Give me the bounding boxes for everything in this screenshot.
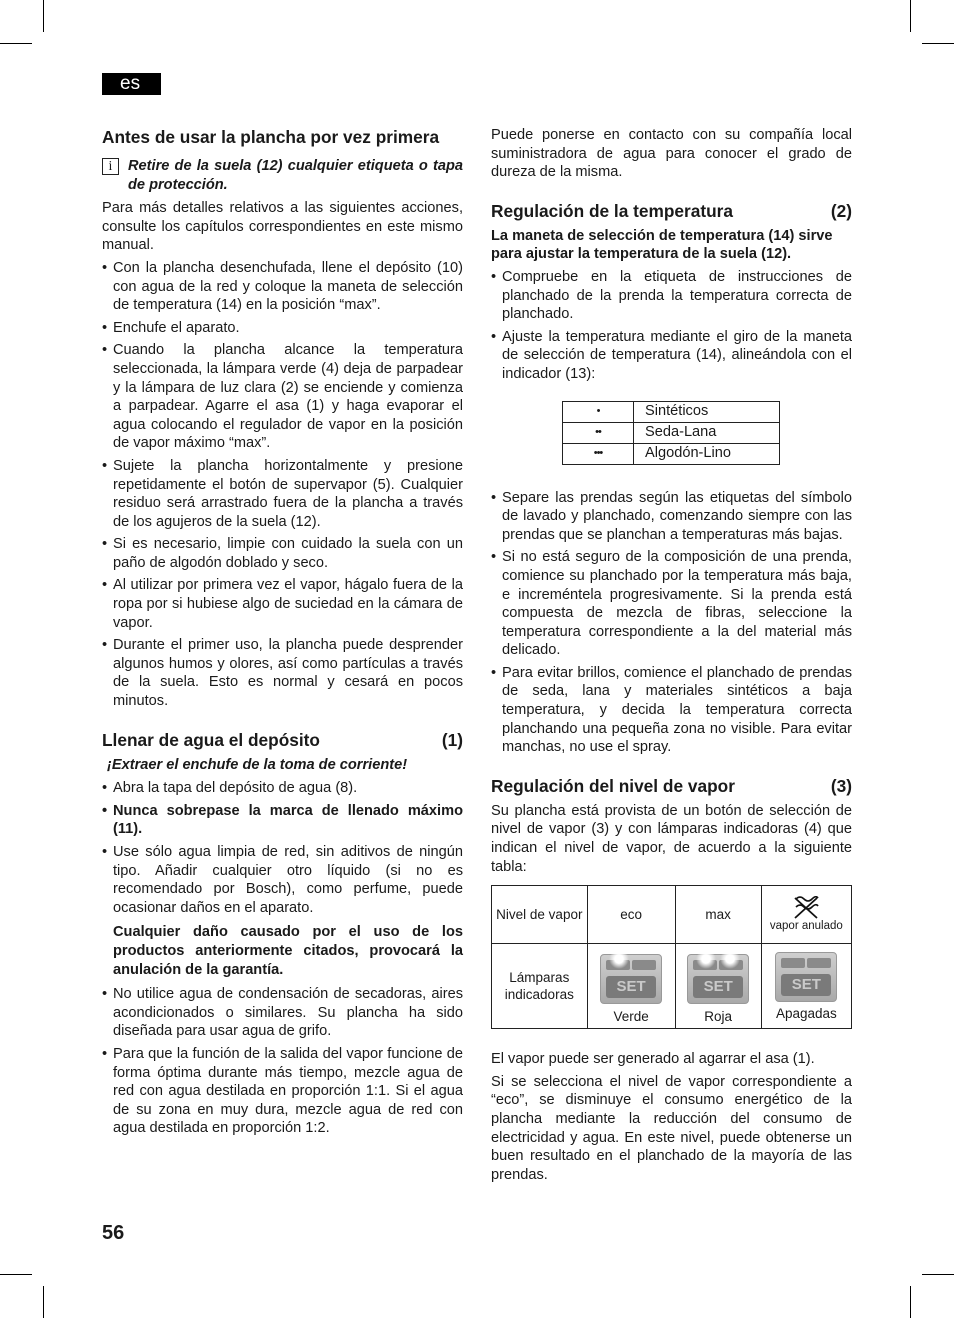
list-item-text: Use sólo agua limpia de red, sin aditivos de ningún tipo. Añadir cualquier otro líquido (si no es recomendado por Bosch), como perfume, puede ocasionar daños en el aparato. [113, 844, 463, 916]
lamp-label: Roja [704, 1009, 733, 1025]
table-row [563, 401, 780, 422]
list-item: • No utilice agua de condensación de secadoras, aires acondicionados o similares. Su plancha ha sido diseñada para usar agua de grifo. [102, 985, 463, 1041]
crop-mark [0, 1274, 32, 1275]
lamp-label: Verde [613, 1009, 649, 1025]
crop-mark [910, 0, 911, 32]
row-label: Lámparas indicadoras [492, 944, 588, 1029]
table-row [492, 944, 852, 1029]
list-item: • Con la plancha desenchufada, llene el depósito (10) con agua de la red y coloque la maneta de selección de temperatura (14) en la posición “max”. [102, 259, 463, 315]
temp-dots: • [563, 401, 634, 422]
bullet-list [491, 268, 852, 384]
section-title [491, 775, 852, 797]
set-button-icon: SET [781, 974, 831, 996]
steam-off-icon [792, 896, 820, 920]
steam-level-table [491, 885, 852, 1029]
level-max: max [675, 886, 761, 944]
crop-mark [43, 1286, 44, 1318]
panel-button-icon [632, 960, 656, 970]
section-title-text: Regulación de la temperatura [491, 200, 734, 221]
list-item: • Enchufe el aparato. [102, 319, 463, 338]
paragraph: Para más detalles relativos a las siguientes acciones, consulte los capítulos correspondientes en este mismo manual. [102, 200, 463, 254]
list-item: • Para evitar brillos, comience el planchado de prendas de seda, lana y materiales sintéticos a baja temperatura, y decida la temperatura correcta planchando una pequeña zona no visible. Para evitar manchas, no use el spray. [491, 664, 852, 757]
row-label: Nivel de vapor [492, 886, 588, 944]
steam-off-label: vapor anulado [769, 920, 843, 933]
table-row [563, 422, 780, 443]
level-eco: eco [587, 886, 675, 944]
panel-button-icon [781, 958, 805, 968]
fabric-name: Sintéticos [634, 401, 780, 422]
crop-mark [0, 43, 32, 44]
list-item: • Si no está seguro de la composición de una prenda, comience su planchado por la temperatura más baja, e increméntela progresivamente. Si la prenda está compuesta de mezcla de fibras, seleccione la temperatura correspondiente a la del material más delicado. [491, 548, 852, 660]
table-row [492, 886, 852, 944]
list-item: • Cuando la plancha alcance la temperatura seleccionada, la lámpara verde (4) deja de parpadear y la lámpara de luz clara (2) se enciende y comienza a parpadear. Agarre el asa (1) y haga evaporar el agua colocando el regulador de vapor en la posición de vapor máximo “max”. [102, 341, 463, 453]
list-item: • Separe las prendas según las etiquetas del símbolo de lavado y planchado, comenzando siempre con las prendas que se planchan a temperaturas más bajas. [491, 489, 852, 545]
bullet-list [491, 489, 852, 757]
list-item: • Nunca sobrepase la marca de llenado máximo (11). [102, 802, 463, 839]
level-off [761, 886, 851, 944]
crop-mark [922, 43, 954, 44]
paragraph: Puede ponerse en contacto con su compañía local suministradora de agua para conocer el grado de dureza de la misma. [491, 127, 852, 181]
lead-text: La maneta de selección de temperatura (14) sirve para ajustar la temperatura de la suela (12). [491, 227, 833, 263]
set-button-icon: SET [693, 976, 743, 998]
paragraph: El vapor puede ser generado al agarrar el asa (1). [491, 1051, 815, 1068]
lamp-green-cell [587, 944, 675, 1029]
fabric-name: Algodón-Lino [634, 443, 780, 464]
set-button-icon: SET [606, 976, 656, 998]
section-number: (1) [441, 729, 463, 750]
language-tab: es [102, 73, 161, 95]
crop-mark [922, 1274, 954, 1275]
list-item: • Compruebe en la etiqueta de instrucciones de planchado de la prenda la temperatura correcta de planchado. [491, 268, 852, 324]
info-note [102, 157, 463, 194]
list-item: • Abra la tapa del depósito de agua (8). [102, 779, 463, 798]
info-icon: i [102, 158, 119, 175]
page-number: 56 [102, 1222, 125, 1244]
panel-button-icon [807, 958, 831, 968]
list-item: • Si es necesario, limpie con cuidado la suela con un paño de algodón doblado y seco. [102, 535, 463, 572]
temperature-table [562, 401, 780, 465]
table-row [563, 443, 780, 464]
temp-dots: •• [563, 422, 634, 443]
section-title-text: Antes de usar la plancha por vez primera [102, 127, 440, 147]
bullet-list [102, 779, 463, 917]
left-column [102, 126, 463, 1142]
list-item: • Ajuste la temperatura mediante el giro de la maneta de selección de temperatura (14), alineándola con el indicador (13): [491, 328, 852, 384]
warning-text: ¡Extraer el enchufe de la toma de corriente! [107, 756, 408, 773]
section-number: (3) [830, 775, 852, 796]
paragraph: Su plancha está provista de un botón de selección de nivel de vapor (3) y con lámparas indicadoras (4) que indican el nivel de vapor, de acuerdo a la siguiente tabla: [491, 802, 852, 875]
temp-dots: ••• [563, 443, 634, 464]
section-title-text: Regulación del nivel de vapor [491, 775, 735, 796]
section-number: (2) [830, 200, 852, 221]
list-item: • Para que la función de la salida del vapor funcione de forma óptima durante más tiempo, mezcle agua de red con agua destilada en proporción 1:1. Si el agua de su zona en muy dura, mezcle agua de red con agua destilada en proporción 1:2. [102, 1045, 463, 1138]
control-panel-icon [687, 954, 749, 1004]
paragraph: Si se selecciona el nivel de vapor correspondiente a “eco”, se disminuye el consumo energético de la plancha mediante la reducción del consumo de electricidad y agua. En este nivel, puede obtenerse un buen resultado en el planchado de la mayoría de las prendas. [491, 1073, 852, 1183]
bullet-list [102, 985, 463, 1138]
lamp-off-cell [761, 944, 851, 1029]
crop-mark [910, 1286, 911, 1318]
list-item [102, 843, 463, 917]
list-item: • Durante el primer uso, la plancha puede desprender algunos humos y olores, así como partículas a través de la suela. Esto es normal y cesará en pocos minutos. [102, 636, 463, 710]
list-item: • Al utilizar por primera vez el vapor, hágalo fuera de la ropa por si hubiese algo de suciedad en la cámara de vapor. [102, 576, 463, 632]
section-title [102, 126, 463, 148]
warranty-warning: Cualquier daño causado por el uso de los productos anteriormente citados, provocará la anulación de la garantía. [113, 924, 463, 978]
crop-mark [43, 0, 44, 32]
bullet-list [102, 259, 463, 711]
section-title-text: Llenar de agua el depósito [102, 729, 320, 750]
lamp-red-cell [675, 944, 761, 1029]
info-text: Retire de la suela (12) cualquier etiqueta o tapa de protección. [128, 158, 463, 193]
control-panel-icon [600, 954, 662, 1004]
lamp-label: Apagadas [775, 1006, 837, 1022]
right-column [491, 126, 852, 1188]
control-panel-icon [775, 952, 837, 1002]
fabric-name: Seda-Lana [634, 422, 780, 443]
list-item: • Sujete la plancha horizontalmente y presione repetidamente el botón de supervapor (5). Cualquier residuo será arrastrado fuera de la plancha a través de los agujeros de la suela (12). [102, 457, 463, 531]
section-title [102, 729, 463, 751]
section-title [491, 200, 852, 222]
